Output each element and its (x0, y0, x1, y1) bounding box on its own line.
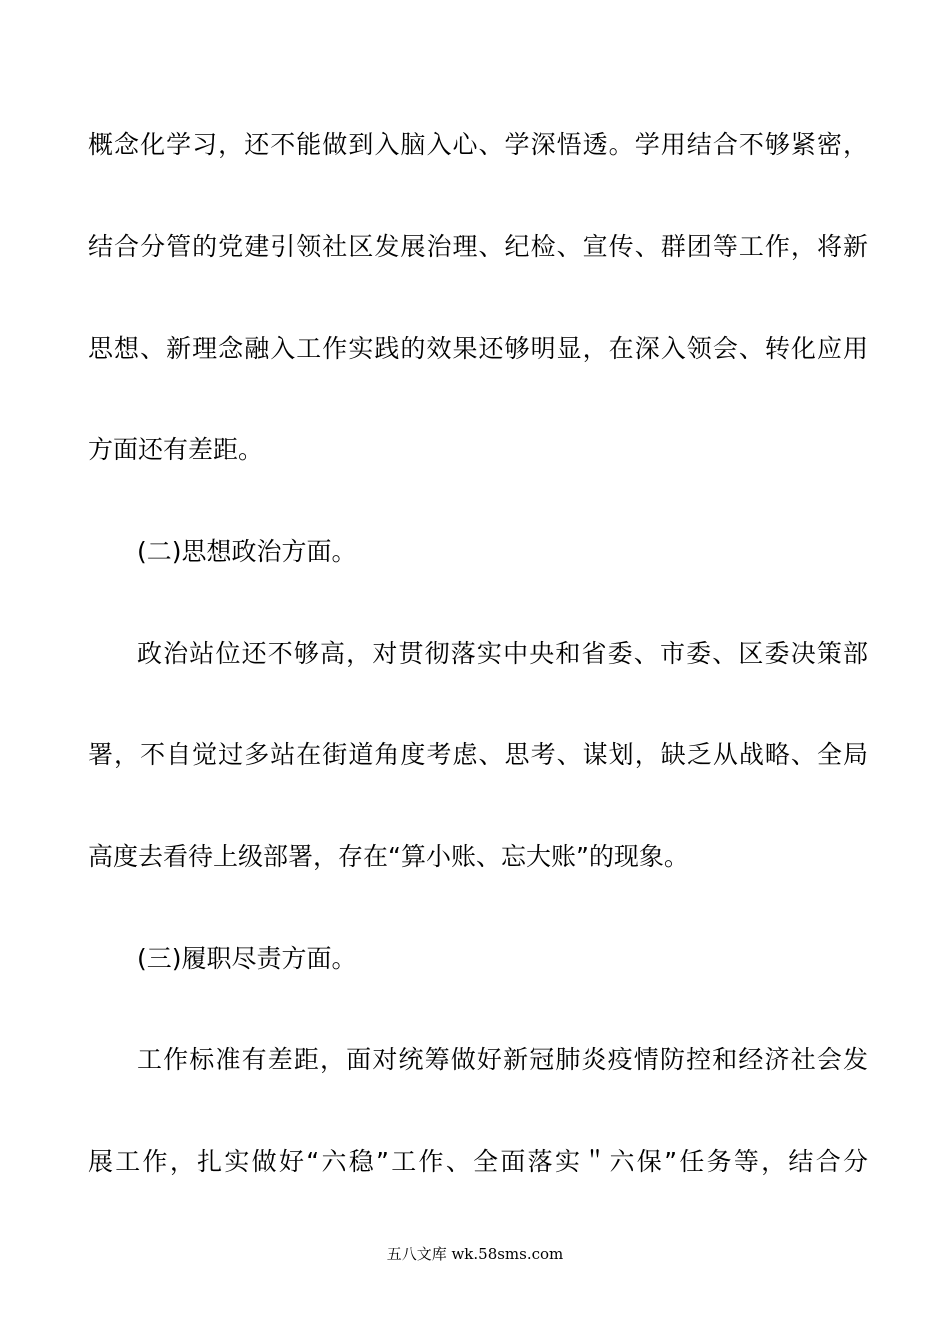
text-line: 概念化学习，还不能做到入脑入心、学深悟透。学用结合不够紧密， (88, 130, 868, 159)
section-heading: (二)思想政治方面。 (137, 537, 357, 566)
text-line: 方面还有差距。 (88, 435, 264, 464)
text-line: 工作标准有差距，面对统筹做好新冠肺炎疫情防控和经济社会发 (137, 1045, 868, 1074)
text-line: 思想、新理念融入工作实践的效果还够明显，在深入领会、转化应用 (88, 334, 868, 363)
section-heading: (三)履职尽责方面。 (137, 944, 357, 973)
text-line: 结合分管的党建引领社区发展治理、纪检、宣传、群团等工作，将新 (88, 232, 868, 261)
text-line: 展工作，扎实做好“六稳”工作、全面落实＂六保”任务等，结合分 (88, 1147, 868, 1176)
text-line: 高度去看待上级部署，存在“算小账、忘大账”的现象。 (88, 842, 689, 871)
text-line: 署，不自觉过多站在街道角度考虑、思考、谋划，缺乏从战略、全局 (88, 740, 868, 769)
footer-watermark: 五八文库 wk.58sms.com (386, 1245, 564, 1263)
text-line: 政治站位还不够高，对贯彻落实中央和省委、市委、区委决策部 (137, 639, 868, 668)
